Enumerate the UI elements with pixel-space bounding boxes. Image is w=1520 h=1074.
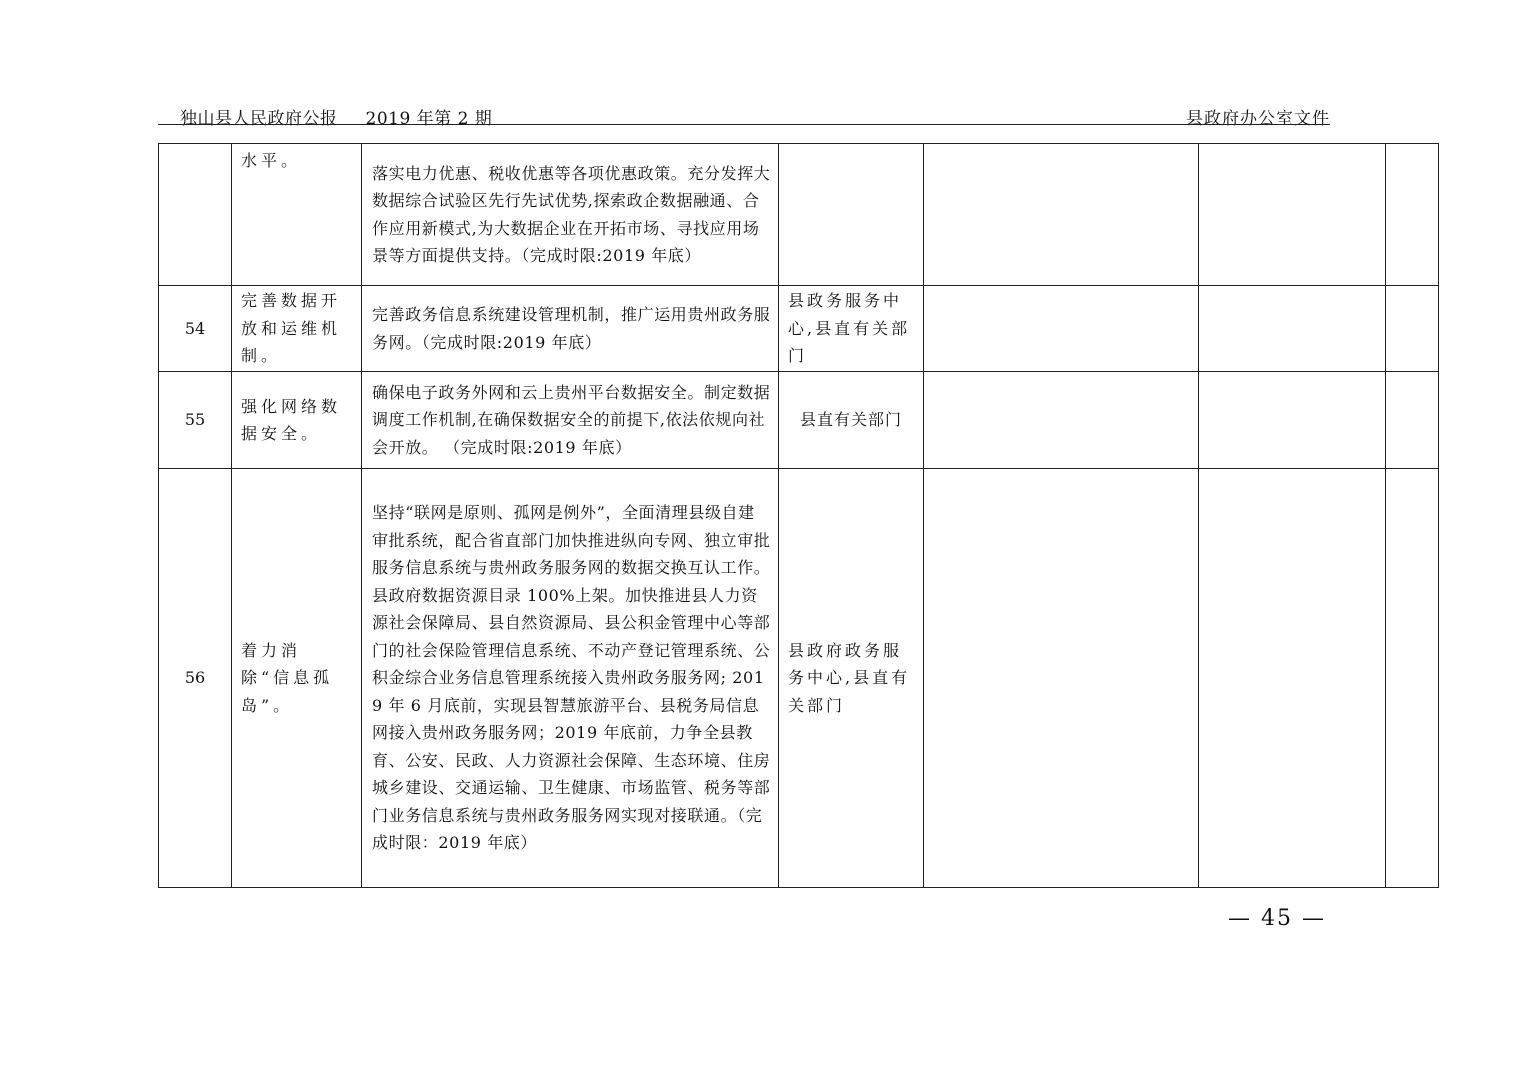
task-cell: 完善数据开放和运维机制。	[232, 286, 362, 372]
empty-cell	[1386, 372, 1439, 469]
empty-cell	[924, 372, 1199, 469]
empty-cell	[1386, 286, 1439, 372]
row-number: 56	[159, 469, 232, 888]
issue-label: 2019 年第 2 期	[365, 109, 493, 129]
task-cell: 着力消除“信息孤岛”。	[232, 469, 362, 888]
measure-cell: 确保电子政务外网和云上贵州平台数据安全。制定数据调度工作机制,在确保数据安全的前提下,依法依规向社会开放。 （完成时限:2019 年底）	[362, 372, 779, 469]
header-divider	[158, 124, 1330, 125]
empty-cell	[924, 469, 1199, 888]
task-cell: 强化网络数据安全。	[232, 372, 362, 469]
empty-cell	[924, 144, 1199, 286]
empty-cell	[1386, 144, 1439, 286]
measure-cell: 落实电力优惠、税收优惠等各项优惠政策。充分发挥大数据综合试验区先行先试优势,探索政企数据融通、合作应用新模式,为大数据企业在开拓市场、寻找应用场景等方面提供支持。（完成时限:2019 年底）	[362, 144, 779, 286]
empty-cell	[1199, 286, 1386, 372]
department-cell	[779, 144, 924, 286]
page-number: — 45 —	[1228, 906, 1326, 931]
table-row	[159, 469, 1439, 888]
row-number	[159, 144, 232, 286]
row-number: 54	[159, 286, 232, 372]
empty-cell	[1386, 469, 1439, 888]
empty-cell	[1199, 372, 1386, 469]
task-table	[158, 143, 1439, 888]
page-header-left	[180, 104, 492, 129]
section-title: 县政府办公室文件	[1186, 109, 1330, 129]
empty-cell	[924, 286, 1199, 372]
department-cell: 县政务服务中心,县直有关部门	[779, 286, 924, 372]
measure-cell: 完善政务信息系统建设管理机制，推广运用贵州政务服务网。（完成时限:2019 年底）	[362, 286, 779, 372]
task-cell: 水平。	[232, 144, 362, 286]
publication-title: 独山县人民政府公报	[180, 109, 338, 129]
table-row	[159, 144, 1439, 286]
row-number: 55	[159, 372, 232, 469]
table-row	[159, 372, 1439, 469]
empty-cell	[1199, 469, 1386, 888]
table-row	[159, 286, 1439, 372]
department-cell: 县政府政务服务中心,县直有关部门	[779, 469, 924, 888]
department-cell: 县直有关部门	[779, 372, 924, 469]
empty-cell	[1199, 144, 1386, 286]
measure-cell: 坚持“联网是原则、孤网是例外”，全面清理县级自建审批系统，配合省直部门加快推进纵向专网、独立审批服务信息系统与贵州政务服务网的数据交换互认工作。县政府数据资源目录 100%上架。加快推进县人力资源社会保障局、县自然资源局、县公积金管理中心等部门的社会保险管理信息系统、不动产登记管理系统、公积金综合业务信息管理系统接入贵州政务服务网; 2019 年 6 月底前，实现县智慧旅游平台、县税务局信息网接入贵州政务服务网；2019 年底前，力争全县教育、公安、民政、人力资源社会保障、生态环境、住房城乡建设、交通运输、卫生健康、市场监管、税务等部门业务信息系统与贵州政务服务网实现对接联通。（完成时限：2019 年底）	[362, 469, 779, 888]
